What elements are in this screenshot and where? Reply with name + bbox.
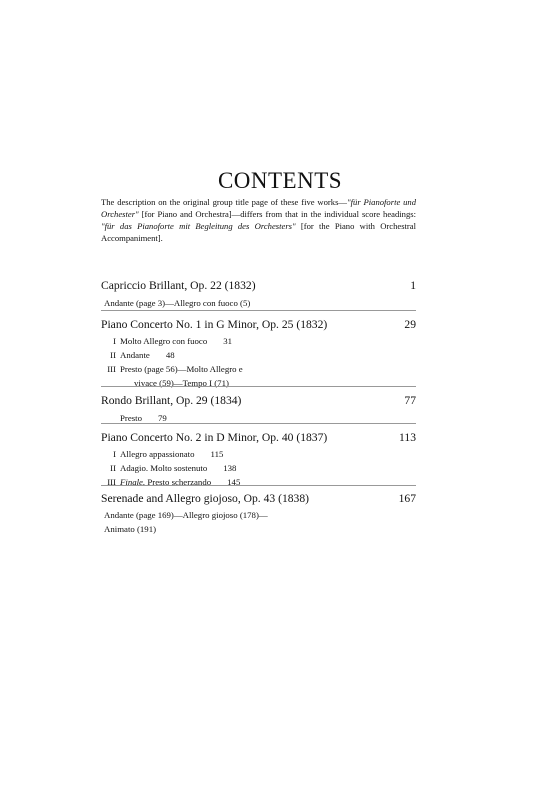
movement-row bbox=[101, 447, 416, 461]
movement-name: Presto scherzando bbox=[145, 477, 212, 487]
toc-entry-capriccio[interactable] bbox=[101, 278, 416, 310]
movement-label-italic: Finale. bbox=[120, 477, 146, 487]
entry-title: Rondo Brillant, Op. 29 (1834) bbox=[101, 394, 242, 407]
movement-name: Allegro appassionato bbox=[120, 449, 195, 459]
movement-page: 48 bbox=[165, 350, 175, 360]
movement-row bbox=[101, 348, 416, 362]
intro-text-3: [for the Piano with Orchestral Accompaniment]. bbox=[101, 221, 416, 243]
movement-number: III bbox=[107, 364, 116, 374]
entry-page: 113 bbox=[399, 431, 416, 444]
movement-continuation: vivace (59)—Tempo I (71) bbox=[134, 378, 229, 388]
movement-page: 115 bbox=[210, 449, 224, 459]
movement-number: I bbox=[113, 336, 116, 346]
entry-heading bbox=[101, 278, 416, 293]
divider bbox=[101, 485, 416, 486]
intro-note bbox=[101, 196, 416, 244]
movement-page: 31 bbox=[223, 336, 233, 346]
entry-title: Serenade and Allegro giojoso, Op. 43 (1838) bbox=[101, 492, 310, 505]
entry-page: 29 bbox=[404, 318, 416, 331]
entry-movements: Andante (page 169)—Allegro giojoso (178)— bbox=[104, 510, 268, 520]
entry-page: 167 bbox=[398, 492, 416, 505]
entry-page: 77 bbox=[404, 394, 416, 407]
toc-entry-rondo[interactable] bbox=[101, 393, 416, 425]
movement-row bbox=[101, 334, 416, 348]
movement-number: II bbox=[110, 463, 116, 473]
movement-page: 138 bbox=[223, 463, 237, 473]
entry-title: Piano Concerto No. 2 in D Minor, Op. 40 (1837) bbox=[101, 431, 328, 444]
movement-page: 145 bbox=[227, 477, 241, 487]
movement-number: I bbox=[113, 449, 116, 459]
movement-number: III bbox=[107, 477, 116, 487]
entry-movements: Andante (page 3)—Allegro con fuoco (5) bbox=[104, 298, 251, 308]
movement-row bbox=[101, 362, 416, 376]
entry-heading bbox=[101, 430, 416, 445]
toc-entry-concerto-2[interactable] bbox=[101, 430, 416, 489]
entry-heading bbox=[101, 393, 416, 408]
intro-italic-2: "für das Pianoforte mit Begleitung des Orchesters" bbox=[101, 221, 296, 231]
movement-name: Presto (page 56)—Molto Allegro e bbox=[120, 364, 243, 374]
movement-row bbox=[101, 475, 416, 489]
divider bbox=[101, 310, 416, 311]
intro-text-2: [for Piano and Orchestra]—differs from that in the individual score headings: bbox=[138, 209, 416, 219]
entry-heading bbox=[101, 491, 416, 506]
intro-text-1: The description on the original group title page of these five works— bbox=[101, 197, 348, 207]
entry-title: Capriccio Brillant, Op. 22 (1832) bbox=[101, 279, 256, 292]
movement-name: Andante bbox=[120, 350, 150, 360]
intro-italic-1: "für Pianoforte und Orchester" bbox=[101, 197, 416, 219]
entry-title: Piano Concerto No. 1 in G Minor, Op. 25 (1832) bbox=[101, 318, 328, 331]
entry-page: 1 bbox=[410, 279, 416, 292]
movement-row bbox=[101, 461, 416, 475]
movement-page: 79 bbox=[158, 413, 167, 423]
movement-number: II bbox=[110, 350, 116, 360]
entry-heading bbox=[101, 317, 416, 332]
toc-entry-serenade[interactable] bbox=[101, 491, 416, 536]
movement-name: Adagio. Molto sostenuto bbox=[120, 463, 208, 473]
toc-entry-concerto-1[interactable] bbox=[101, 317, 416, 390]
movement-name: Presto bbox=[120, 413, 142, 423]
divider bbox=[101, 386, 416, 387]
divider bbox=[101, 423, 416, 424]
entry-movements-continued: Animato (191) bbox=[104, 524, 157, 534]
movement-name: Molto Allegro con fuoco bbox=[120, 336, 208, 346]
page-title: CONTENTS bbox=[217, 168, 343, 194]
